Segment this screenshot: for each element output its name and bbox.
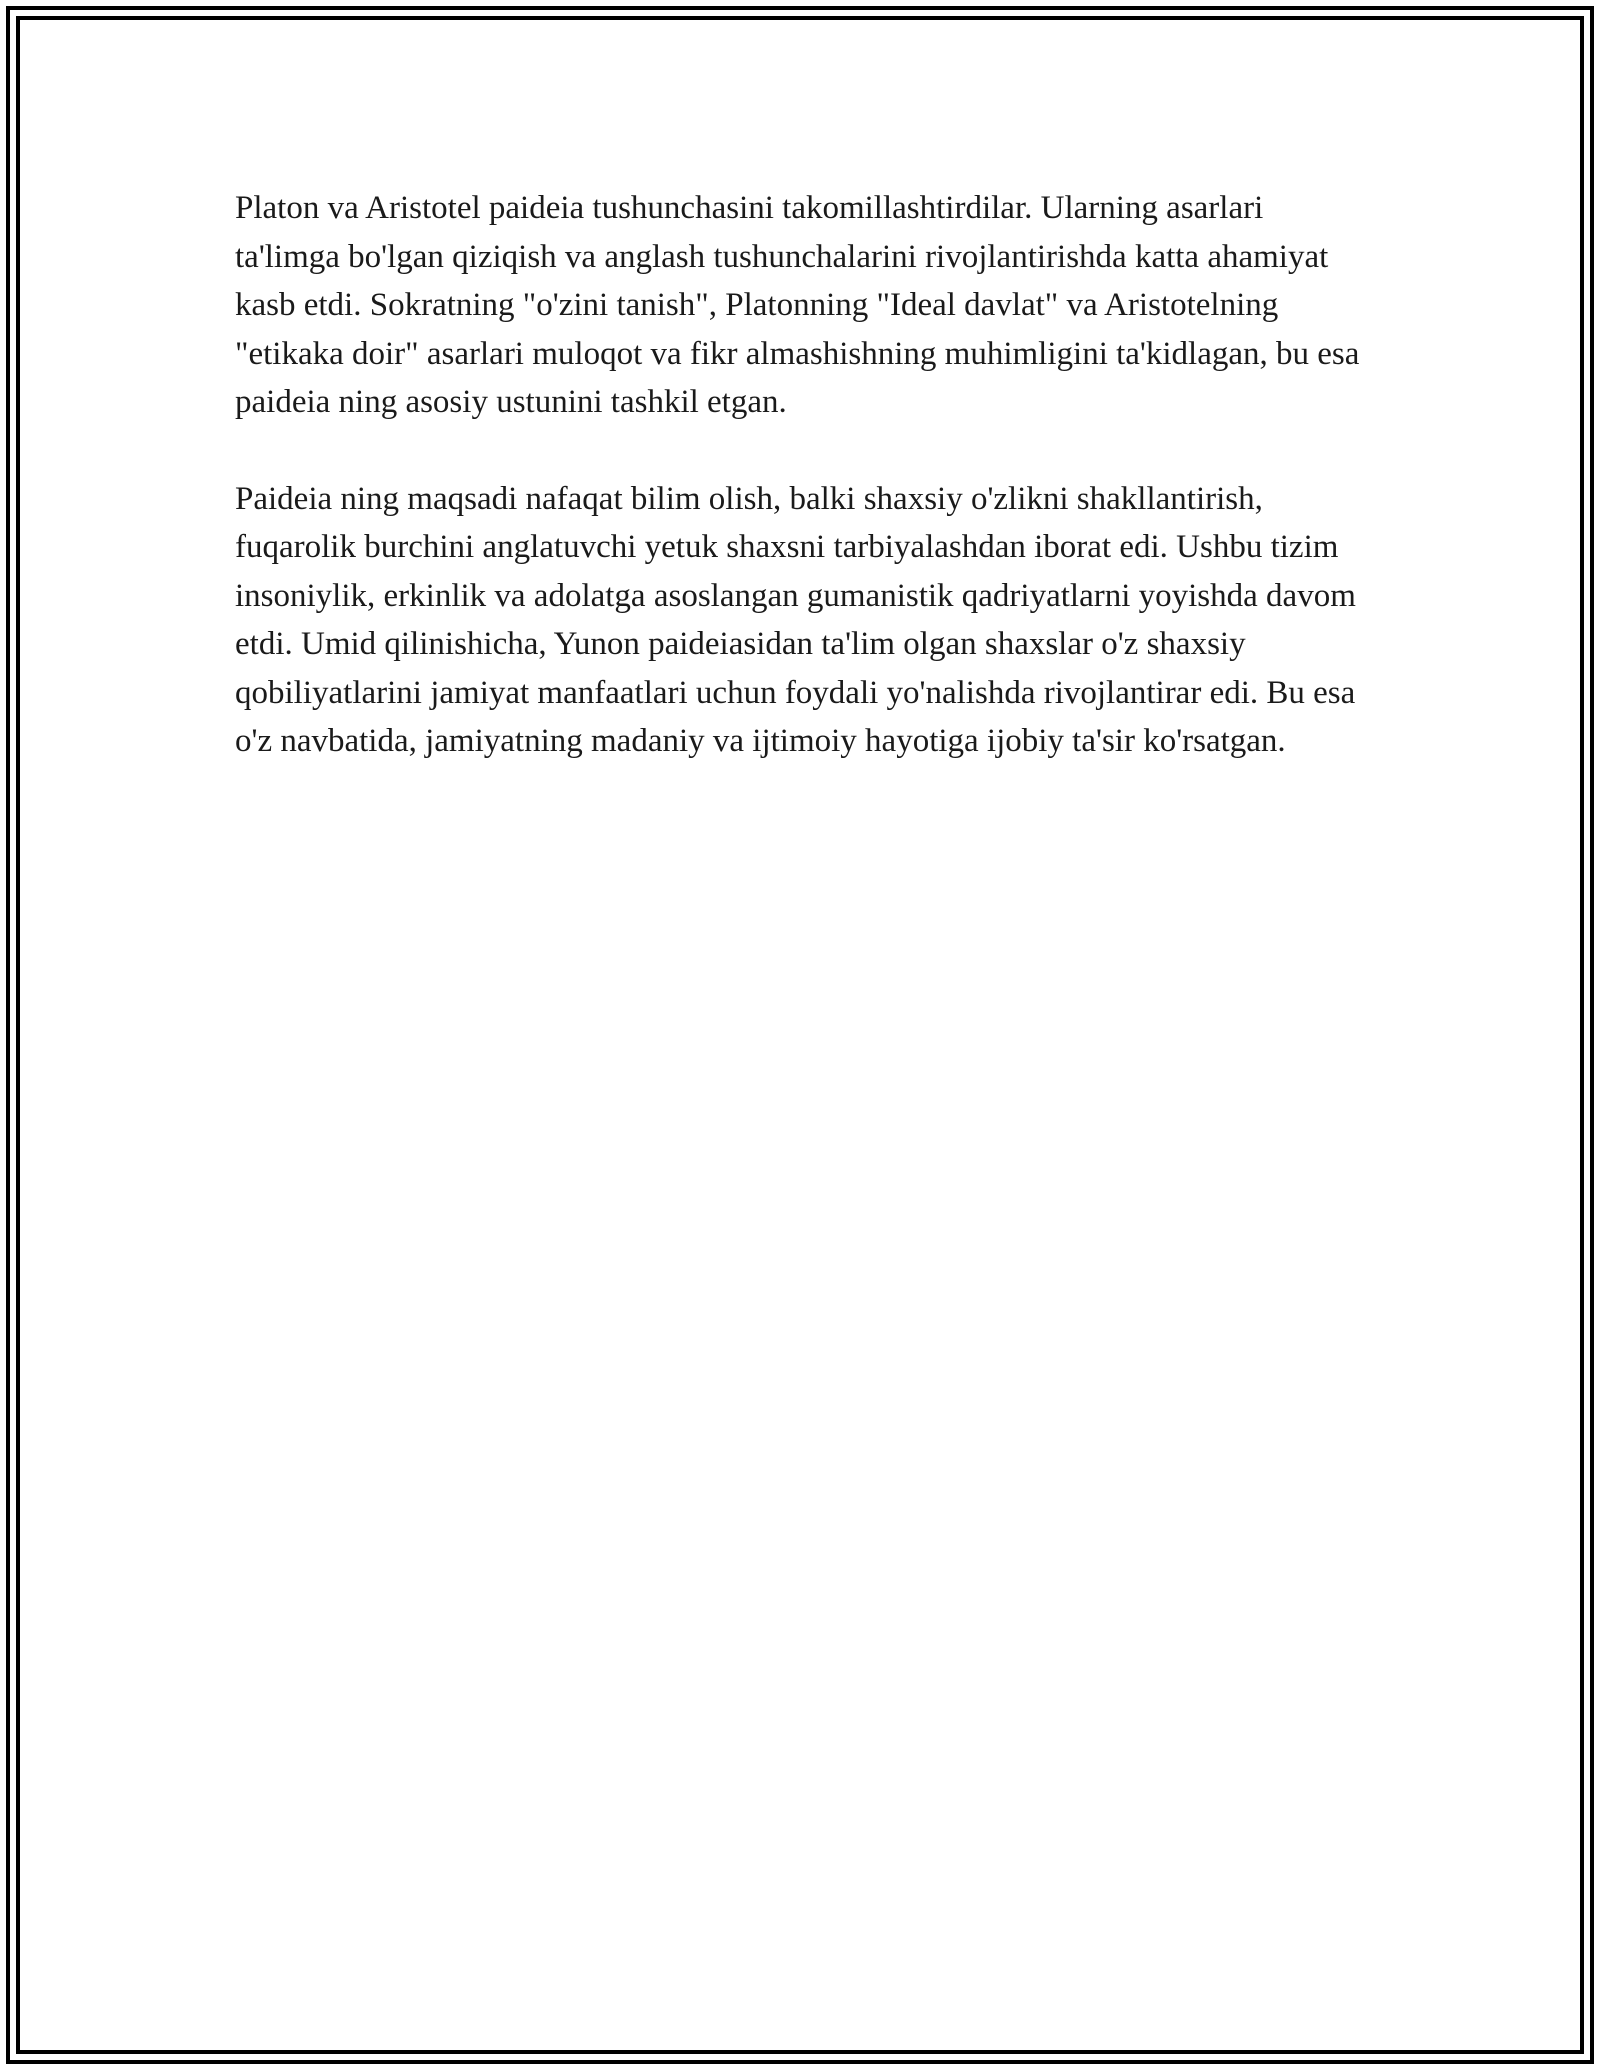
paragraph: Platon va Aristotel paideia tushunchasini takomillashtirdilar. Ularning asarlari ta'limga bo'lgan qiziqish va anglash tushunchalarini rivojlantirishda katta ahamiyat kasb etdi. Sokratning "o'zini tanish", Platonning "Ideal davlat" va Aristotelning "etikaka doir" asarlari muloqot va fikr almashishning muhimligini ta'kidlagan, bu esa paideia ning asosiy ustunini tashkil etgan. (235, 190, 1360, 420)
paragraph: Paideia ning maqsadi nafaqat bilim olish, balki shaxsiy o'zlikni shakllantirish, fuqarolik burchini anglatuvchi yetuk shaxsni tarbiyalashdan iborat edi. Ushbu tizim insoniylik, erkinlik va adolatga asoslangan gumanistik qadriyatlarni yoyishda davom etdi. Umid qilinishicha, Yunon paideiasidan ta'lim olgan shaxslar o'z shaxsiy qobiliyatlarini jamiyat manfaatlari uchun foydali yo'nalishda rivojlantirar edi. Bu esa o'z navbatida, jamiyatning madaniy va ijtimoiy hayotiga ijobiy ta'sir ko'rsatgan. (235, 480, 1356, 759)
document-body (235, 184, 1375, 814)
